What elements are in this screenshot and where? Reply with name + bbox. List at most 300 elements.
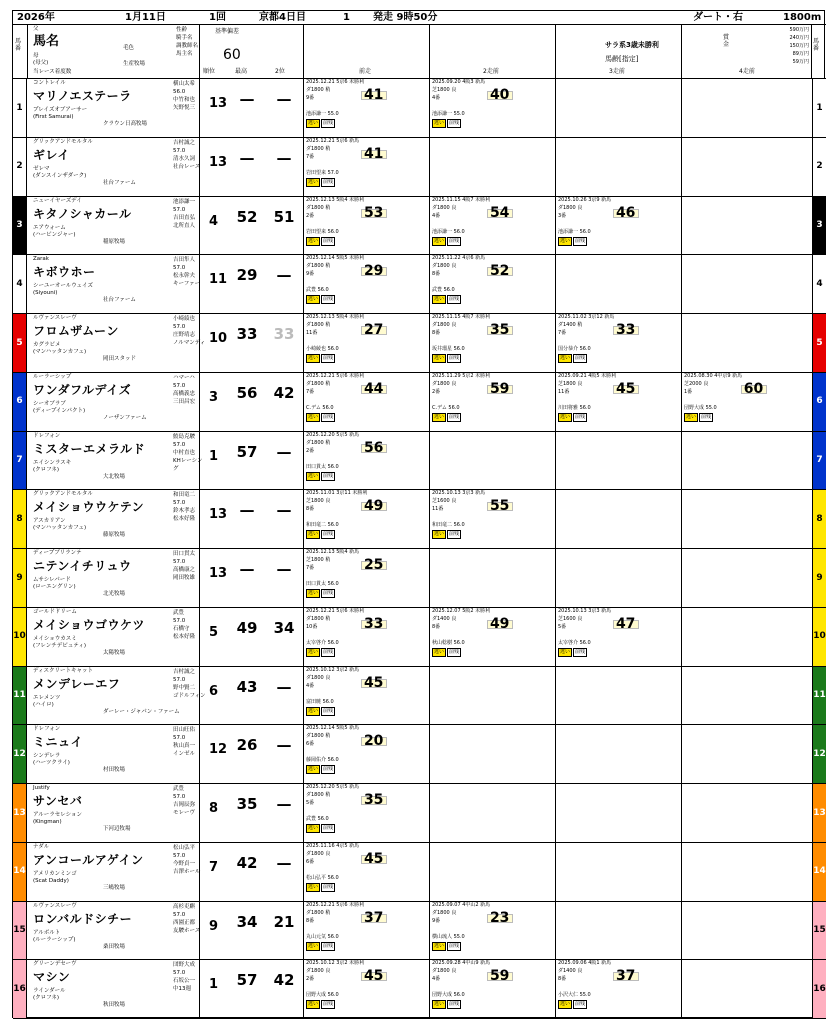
horse-row (13, 255, 826, 314)
sire: ドレフォン (33, 726, 61, 733)
prev1-jockey: 岩田望来 57.0 (306, 169, 339, 176)
prev3 (555, 138, 681, 196)
prev1-pos: 4番 (306, 682, 315, 689)
dam: アメリカンミンゴ (33, 870, 77, 877)
prev1-course: ダ1800 稍 (306, 322, 331, 328)
prev1-tag-b: 前残 (323, 531, 334, 538)
horse-info (173, 668, 207, 700)
trainer: 松永幹夫 (173, 273, 196, 280)
prev1-speed: 37 (361, 914, 387, 923)
prev2-tag-b: 前残 (449, 296, 460, 303)
prev1-tag-b: 前残 (323, 178, 334, 185)
jockey: ハマーハ (173, 374, 195, 381)
owner: 岡田牧雄 (173, 575, 196, 581)
jockey: 小崎綾也 (173, 316, 196, 322)
prev3 (555, 79, 681, 137)
prev4 (681, 197, 811, 255)
prev2-speed: 49 (487, 620, 513, 629)
weight: 57.0 (173, 970, 186, 977)
prev3-speed: 47 (613, 620, 639, 629)
col-name: 馬名 (33, 34, 60, 49)
jockey: 武豊 (173, 609, 185, 616)
prev3 (555, 314, 681, 372)
prev4 (681, 373, 811, 431)
best-rating: 35 (236, 795, 258, 813)
weight: 56.0 (173, 89, 186, 95)
horse-row (13, 490, 826, 549)
prev3 (555, 197, 681, 255)
sire: Justify (33, 785, 50, 791)
trainer: 吉岡辰弥 (173, 802, 196, 808)
prev2-jockey: 横山琉人 55.0 (432, 933, 465, 940)
prev3-date: 2025.09.21 4阪5 未勝利 (558, 372, 617, 379)
prev3-date: 2025.10.26 3京9 新馬 (558, 196, 612, 203)
prev4-pos: 1番 (684, 388, 693, 395)
col-dev-label: 基準偏差 (215, 28, 240, 35)
prev1-tag-b: 前残 (323, 472, 334, 479)
horse-name: ミニュイ (33, 735, 84, 750)
prev1-tags (306, 237, 336, 246)
prev2-tag-a: 逃い (434, 1001, 445, 1008)
trainer: 西園正都 (173, 919, 196, 926)
sire: ニューイヤーズデイ (33, 197, 82, 204)
horse-info (173, 961, 207, 993)
prev3-pos: 7番 (558, 330, 567, 336)
prev1-pos: 7番 (306, 565, 315, 571)
prev1-date: 2025.12.21 5京6 新馬 (306, 137, 360, 144)
prev1-pos: 5番 (306, 800, 315, 806)
damsire: (マンハッタンカフェ) (33, 349, 87, 355)
second-rating: 33 (273, 325, 295, 343)
second-rating: 34 (273, 618, 295, 637)
weight: 57.0 (173, 147, 186, 154)
jockey: 団野大成 (173, 962, 196, 969)
prev1-pos: 7番 (306, 388, 315, 395)
prev1-course: ダ1800 稍 (306, 87, 331, 93)
prev3-pos: 3番 (558, 212, 567, 219)
breeder: 三嶋牧場 (103, 884, 126, 891)
dam: ラインダール (33, 988, 66, 995)
trainer: 高橋康之 (173, 567, 196, 573)
trainer: 庄野靖志 (173, 332, 196, 338)
prev4-jockey: 団野大成 55.0 (684, 404, 717, 411)
second-rating: 42 (273, 383, 295, 402)
owner: 中13週 (173, 986, 191, 993)
prev1-date: 2025.12.21 5京6 未勝利 (306, 901, 365, 908)
breeder: 藤原牧場 (103, 532, 126, 539)
prev1-tag-a: 逃い (308, 648, 319, 655)
prev2-course: ダ1800 良 (432, 909, 457, 916)
horse-info (173, 550, 207, 582)
umaban-left: 11 (13, 667, 27, 725)
prev1-pos: 7番 (306, 153, 315, 160)
sep (199, 608, 200, 666)
damsire: (マンハッタンカフェ) (33, 525, 87, 532)
damsire: (Scat Daddy) (33, 877, 69, 884)
best-rating: 52 (236, 207, 258, 226)
kai: 1回 (209, 12, 226, 23)
track-type: ダート・右 (693, 12, 743, 23)
horse-name: アンコールアゲイン (33, 852, 144, 867)
prev2 (429, 314, 555, 372)
umaban-right: 13 (812, 784, 826, 842)
prev1-speed: 49 (361, 502, 387, 511)
weight: 57.0 (173, 382, 186, 389)
prev2-date: 2025.09.07 4中山2 新馬 (432, 901, 491, 908)
damsire: (Kingman) (33, 819, 62, 825)
breeder: 太陽牧場 (103, 649, 126, 656)
prev3 (555, 902, 681, 960)
jockey: 吉田隼人 (173, 257, 196, 264)
weight: 57.0 (173, 794, 186, 800)
prev1-date: 2025.12.13 5阪4 未勝利 (306, 196, 365, 203)
prev2-jockey: 池添謙一 55.0 (432, 111, 465, 117)
prev3-jockey: 小沢大仁 55.0 (558, 992, 591, 999)
prev3 (555, 784, 681, 842)
owner: ゴドルフィン (173, 692, 206, 699)
prev3-speed: 37 (613, 972, 639, 981)
prev1-tag-a: 逃い (308, 883, 319, 890)
prev3 (555, 490, 681, 548)
prev1-pos: 8番 (306, 506, 315, 513)
owner: インゼル (173, 751, 196, 758)
prev2-pos: 11番 (432, 506, 444, 513)
prev1-pos: 10番 (306, 623, 318, 630)
prev4 (681, 314, 811, 372)
prev1-course: ダ1800 良 (306, 850, 331, 857)
prev2-date: 2025.09.28 4中山9 新馬 (432, 960, 491, 967)
damsire: (フレンチデピュティ) (33, 642, 86, 649)
horse-row (13, 608, 826, 667)
horse-name: メンデレーエフ (33, 676, 121, 691)
prev1 (303, 314, 429, 372)
prev1-speed: 45 (361, 972, 387, 981)
popularity-rank: 13 (209, 96, 228, 111)
dev-value: 60 (223, 47, 241, 63)
jockey: 武豊 (173, 786, 185, 792)
horse-row (13, 902, 826, 961)
prev1 (303, 373, 429, 431)
weight-rule: 馬齢[指定] (605, 55, 639, 63)
prev1-tag-b: 前残 (323, 648, 334, 655)
horse-name: サンセバ (33, 794, 83, 808)
second-rating: — (276, 560, 292, 578)
prev2-speed: 52 (487, 267, 513, 276)
umaban-right: 10 (812, 608, 826, 666)
breeder: 桑田牧場 (103, 943, 126, 950)
horse-row (13, 960, 826, 1019)
jockey: 和田竜二 (173, 492, 196, 499)
prev3-speed: 33 (613, 326, 639, 335)
prev3-tag-b: 前残 (575, 1001, 586, 1008)
prev2 (429, 138, 555, 196)
prev1-speed: 27 (361, 326, 387, 335)
prev3 (555, 432, 681, 490)
race-sheet (12, 10, 825, 1018)
prev3-tag-a: 逃い (560, 648, 571, 655)
breeder: ノーザンファーム (103, 414, 147, 421)
horse-row (13, 549, 826, 608)
prev2-tags (432, 413, 462, 422)
sire: グリーンデセーヴ (33, 961, 77, 968)
sep (199, 255, 200, 313)
horse-row (13, 373, 826, 432)
prev2-tag-a: 逃い (434, 355, 445, 361)
breeder: 北光牧場 (103, 591, 126, 597)
horse-info (173, 198, 207, 230)
sep (199, 960, 200, 1018)
horse-row (13, 843, 826, 902)
best-rating: — (239, 90, 255, 108)
prev2-tag-b: 前残 (449, 120, 460, 126)
prev1-pos: 2番 (306, 447, 315, 454)
dam: アルボルト (33, 929, 61, 936)
prev1 (303, 79, 429, 137)
prev1-pos: 2番 (306, 212, 315, 219)
prev2-jockey: 武豊 56.0 (432, 287, 455, 294)
jockey: 田山旺佑 (173, 727, 196, 734)
prev4 (681, 432, 811, 490)
prev1 (303, 902, 429, 960)
sire: ディープブリランテ (33, 550, 82, 556)
sire: ナダル (33, 843, 50, 850)
second-rating: — (276, 677, 292, 696)
jockey: 鮫島克駿 (173, 433, 196, 440)
prev1-tags (306, 295, 336, 304)
prize-list: 590万円 240万円 150万円 89万円 59万円 (789, 27, 809, 65)
breeder: 下河辺牧場 (103, 826, 131, 832)
prev4 (681, 784, 811, 842)
sep (199, 490, 200, 548)
damsire: (First Samurai) (33, 114, 74, 120)
prev1-course: ダ1800 良 (306, 968, 331, 975)
horse-info (173, 256, 207, 288)
owner: モレーヴ (173, 810, 196, 816)
horse-name: キタノシャカール (33, 206, 132, 221)
horse-info (173, 80, 207, 112)
prev2-pos: 4番 (432, 212, 441, 219)
popularity-rank: 4 (209, 213, 219, 229)
prev3-date: 2025.11.02 3京12 新馬 (558, 314, 615, 320)
prev3-date: 2025.10.13 3京3 新馬 (558, 607, 612, 614)
damsire: (ダンスインザダーク) (33, 172, 87, 179)
prev2-date: 2025.11.15 4阪7 未勝利 (432, 196, 491, 203)
prev1-tags (306, 707, 336, 716)
horse-info (173, 903, 207, 935)
best-rating: 33 (236, 325, 258, 343)
prev1-date: 2025.10.12 3京2 新馬 (306, 666, 360, 673)
horse-name: メイショウゴウケツ (33, 617, 145, 632)
prev4-tag-b: 前残 (701, 413, 712, 420)
prev2-jockey: 池添謙一 56.0 (432, 228, 465, 235)
prev2-pos: 4番 (432, 95, 441, 101)
prev3-tags (558, 354, 588, 363)
prev2-tags (432, 354, 462, 363)
damsire: (ローエングリン) (33, 584, 76, 590)
prev4-date: 2025.08.30 4中京9 新馬 (684, 372, 743, 379)
second-rating: 51 (273, 207, 295, 226)
best-rating: — (239, 501, 255, 520)
prev1-pos: 6番 (306, 741, 315, 748)
horse-row (13, 667, 826, 726)
jockey: 田口貫太 (173, 551, 196, 557)
prev2-tag-b: 前残 (449, 237, 460, 244)
popularity-rank: 7 (209, 859, 219, 875)
prev3-date: 2025.09.06 4阪1 新馬 (558, 960, 612, 967)
prev2-tags (432, 942, 462, 951)
dam: エイシンラスキ (33, 459, 72, 466)
prev1-jockey: 武豊 56.0 (306, 287, 329, 294)
umaban-left: 10 (13, 608, 27, 666)
prev2-tag-b: 前残 (449, 413, 460, 420)
popularity-rank: 13 (209, 507, 228, 523)
umaban-right: 8 (812, 490, 826, 548)
prev1-tag-b: 前残 (323, 1001, 334, 1008)
umaban-left: 7 (13, 432, 27, 490)
col-sex: 毛色 (123, 45, 135, 51)
popularity-rank: 1 (209, 448, 219, 464)
prev2 (429, 667, 555, 725)
prev1-date: 2025.12.21 5京6 未勝利 (306, 79, 365, 85)
col-best: 最高 (235, 68, 248, 75)
date: 1月11日 (125, 12, 166, 23)
prev2 (429, 549, 555, 607)
sep (199, 79, 200, 137)
prev2-tag-a: 逃い (434, 648, 445, 655)
prev2-tag-a: 逃い (434, 120, 445, 126)
prev1-tag-a: 逃い (308, 178, 319, 185)
sire: ディスクリートキャット (33, 667, 94, 674)
prev3 (555, 843, 681, 901)
prev3-course: 芝1800 良 (558, 380, 583, 387)
col-prev4: 4走前 (739, 68, 755, 75)
best-rating: 56 (236, 383, 258, 402)
prev1-tags (306, 472, 336, 481)
prev1 (303, 138, 429, 196)
horse-row (13, 784, 826, 843)
prev1-speed: 35 (361, 796, 387, 805)
sep (199, 197, 200, 255)
prev1-date: 2025.11.01 3京11 未勝利 (306, 490, 368, 497)
umaban-left: 5 (13, 314, 27, 372)
prev1-speed: 33 (361, 620, 387, 629)
prev2-tag-a: 逃い (434, 296, 445, 303)
breeder: 岡田スタッド (103, 356, 137, 362)
horse-row (13, 314, 826, 373)
horse-info (173, 315, 207, 347)
prev3-jockey: 国分恭介 56.0 (558, 346, 591, 352)
prev1-tags (306, 824, 336, 833)
weight: 57.0 (173, 324, 186, 330)
prev2 (429, 373, 555, 431)
prev1-jockey: 松山弘平 56.0 (306, 874, 339, 881)
sire: グリックアンドモルタル (33, 138, 93, 145)
prev1-tag-b: 前残 (323, 296, 334, 303)
breeder: 大北牧場 (103, 473, 126, 480)
prev3-tag-a: 逃い (560, 237, 571, 244)
prev2-tag-a: 逃い (434, 237, 445, 244)
prev2-date: 2025.11.29 5京2 未勝利 (432, 372, 491, 379)
prev1-jockey: 和田竜二 56.0 (306, 522, 339, 529)
owner: キーファー (173, 281, 201, 288)
start-time: 発走 9時50分 (373, 12, 438, 23)
prev3-speed: 46 (613, 209, 639, 218)
prev1-speed: 56 (361, 444, 387, 453)
sep (199, 725, 200, 783)
prev2 (429, 255, 555, 313)
prev2-tags (432, 648, 462, 657)
prev1-tag-b: 前残 (323, 413, 334, 420)
weight: 57.0 (173, 559, 186, 565)
dam: アルーラセレション (33, 812, 83, 818)
umaban-left: 16 (13, 960, 27, 1018)
prev1-tag-b: 前残 (323, 883, 334, 890)
prev4-tags (684, 413, 714, 422)
dam: シーユーオールウェイズ (33, 283, 94, 290)
prev2-tag-b: 前残 (449, 531, 460, 538)
trainer: 石坂公一 (173, 978, 196, 985)
horse-name: マシン (33, 970, 71, 985)
prev1-date: 2025.12.14 5阪5 未勝利 (306, 255, 365, 262)
prev2-tags (432, 530, 462, 539)
col-mother: 母 (33, 53, 39, 59)
prev4 (681, 843, 811, 901)
umaban-left: 3 (13, 197, 27, 255)
prev2 (429, 843, 555, 901)
best-rating: — (239, 148, 255, 167)
second-rating: — (276, 442, 292, 461)
prev1-jockey: 藤岡佑介 56.0 (306, 757, 339, 764)
popularity-rank: 9 (209, 918, 219, 934)
col-second: 2位 (275, 68, 285, 75)
prev3-tag-b: 前残 (575, 237, 586, 244)
prev1-tag-b: 前残 (323, 590, 334, 596)
prev4 (681, 725, 811, 783)
breeder: 社台ファーム (103, 179, 136, 186)
horse-row (13, 138, 826, 197)
best-rating: 29 (236, 266, 258, 285)
col-umaban-right: 馬番 (813, 38, 820, 52)
prev3 (555, 549, 681, 607)
prev2-speed: 59 (487, 972, 513, 981)
damsire: (ハーツクライ) (33, 760, 70, 767)
col-prev2: 2走前 (483, 68, 499, 75)
jockey: 松山弘平 (173, 844, 196, 851)
prev1 (303, 197, 429, 255)
trainer: 野中賢二 (173, 684, 196, 691)
prev1-course: ダ1800 稍 (306, 909, 331, 916)
prev1 (303, 667, 429, 725)
venue-day: 京都4日目 (259, 12, 306, 23)
dam: メイショウカスミ (33, 635, 77, 642)
prev1-tags (306, 1000, 336, 1009)
umaban-right: 3 (812, 197, 826, 255)
prev2-pos: 8番 (432, 271, 441, 278)
owner: ノルマンディ (173, 340, 206, 346)
prev2-date: 2025.12.07 5阪2 未勝利 (432, 607, 491, 614)
umaban-right: 2 (812, 138, 826, 196)
damsire: (Siyouni) (33, 290, 58, 297)
horse-info (173, 433, 207, 473)
owner: 矢野悦三 (173, 105, 196, 111)
prev2-tag-b: 前残 (449, 942, 460, 949)
prev1-tags (306, 178, 336, 187)
prev1-date: 2025.12.20 5京5 新馬 (306, 431, 360, 438)
prev1-tags (306, 530, 336, 539)
prev1-tag-a: 逃い (308, 766, 319, 773)
prev2-tag-a: 逃い (434, 942, 445, 949)
popularity-rank: 5 (209, 624, 219, 640)
